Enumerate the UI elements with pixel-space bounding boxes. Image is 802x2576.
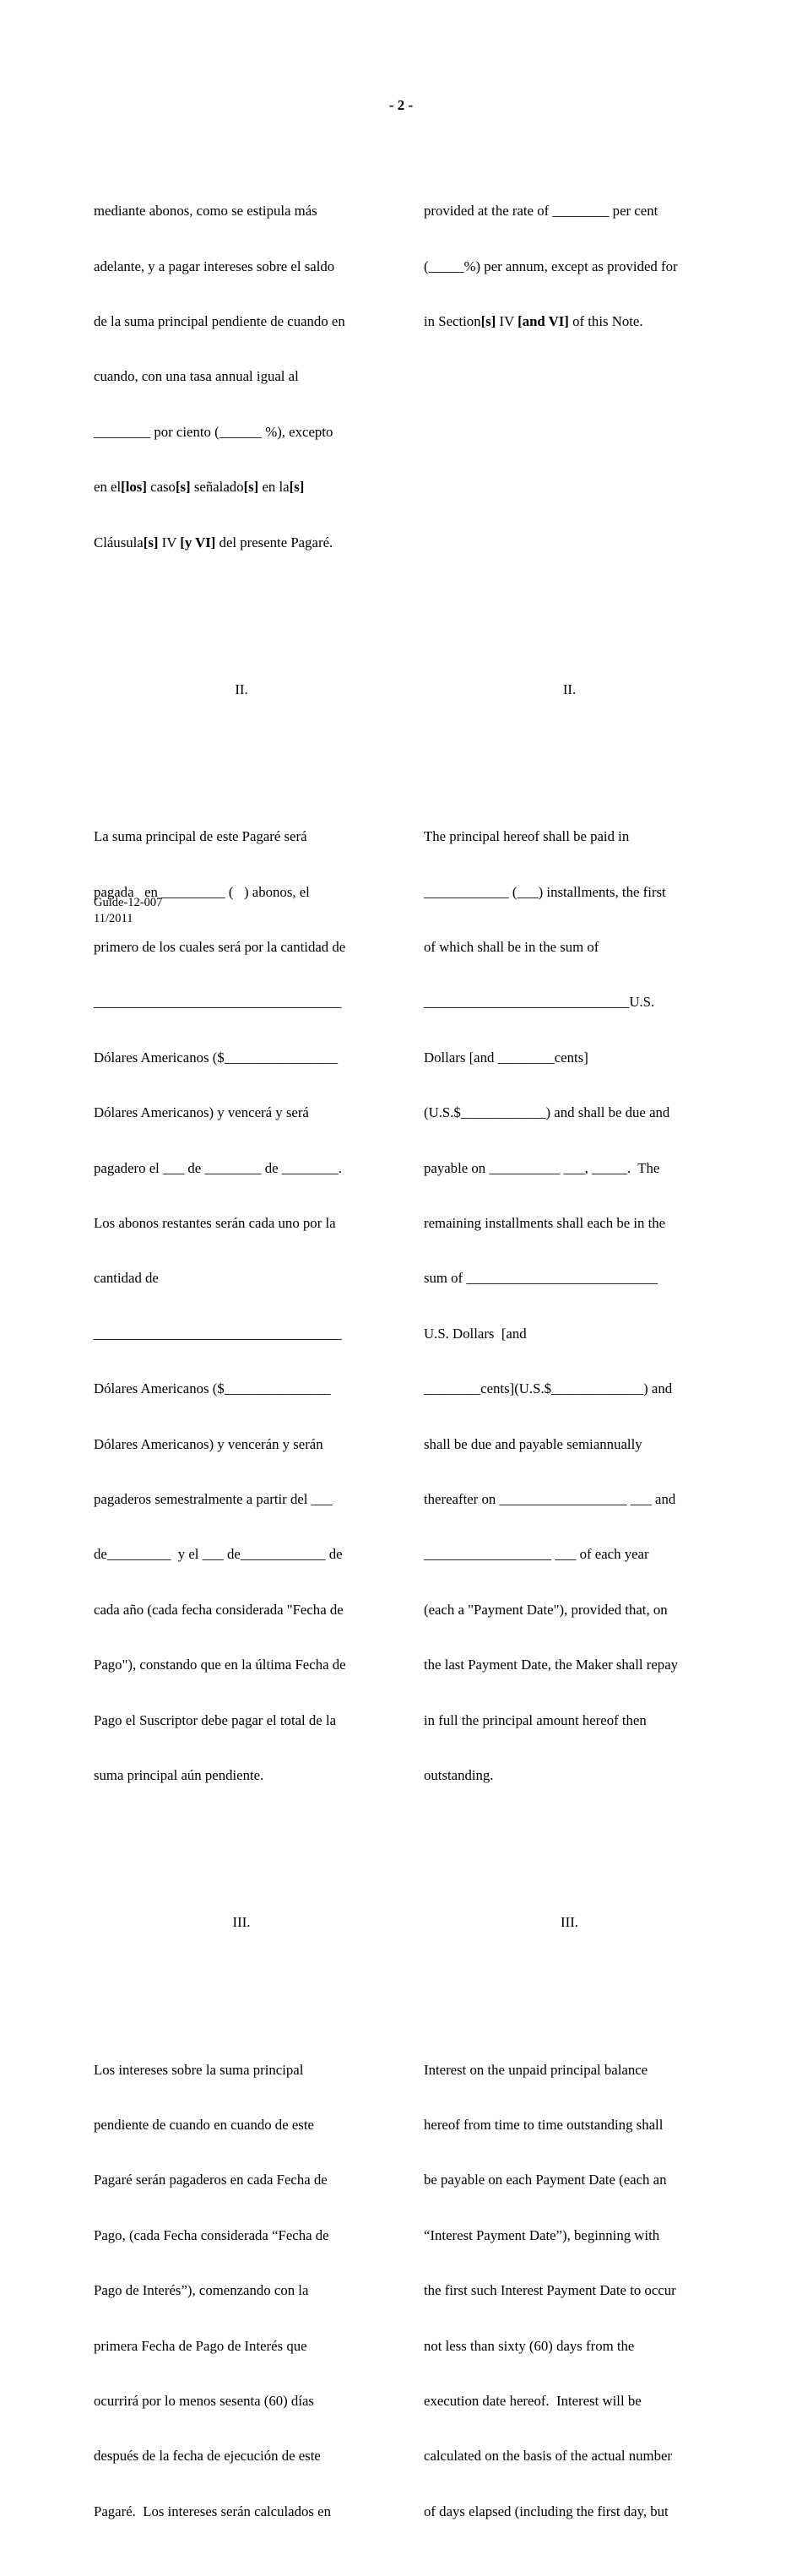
spacer [94,1969,389,1988]
text-line: Dólares Americanos) y vencerá y será [94,1104,309,1121]
text-line: Dólares Americanos ($________________ [94,1049,338,1066]
bracket-option: [s] [175,479,191,496]
text-line: pagadero el ___ de ________ de ________. [94,1159,343,1176]
english-paragraph-2 [424,791,715,1822]
text-line [94,478,389,496]
text-line: not less than sixty (60) days from the [424,2337,635,2354]
text-line: después de la fecha de ejecución de este [94,2448,321,2465]
text-line: sum of ___________________________ [424,1270,658,1287]
text-line: execution date hereof. Interest will be [424,2393,642,2410]
text-line: remaining installments shall each be in the [424,1215,666,1232]
spacer [424,534,715,552]
section-heading-ii: II. [235,681,248,697]
spacer [424,367,715,386]
text-line: (each a "Payment Date"), provided that, on [424,1601,668,1618]
text-line: cantidad de [94,1270,159,1287]
text-run: IV [158,534,181,550]
text-line: Pago"), constando que en la última Fecha de [94,1657,346,1673]
bracket-option: [s] [143,534,159,550]
text-line: Interest on the unpaid principal balance [424,2061,648,2078]
section-heading-ii: II. [562,681,577,697]
spanish-paragraph-3 [94,2024,389,2557]
spacer [424,423,715,442]
text-line: The principal hereof shall be paid in [424,828,630,845]
spacer [424,478,715,496]
text-line: mediante abonos, como se estipula más [94,203,317,220]
text-run: of this Note. [568,312,643,329]
text-line: ocurrirá por lo menos sesenta (60) días [94,2393,314,2410]
text-line [94,534,389,552]
text-line: provided at the rate of ________ per cent [424,203,658,220]
bracket-option: [s] [243,479,259,496]
text-line: Pagaré. Los intereses serán calculados en [94,2503,331,2519]
text-line: of days elapsed (including the first day, but [424,2503,669,2519]
document-footer [94,895,162,927]
text-line: Los abonos restantes serán cada uno por la [94,1215,336,1232]
text-line: suma principal aún pendiente. [94,1766,264,1783]
text-line: de la suma principal pendiente de cuando en [94,312,345,329]
text-line: “Interest Payment Date”), beginning with [424,2226,660,2243]
text-line: ________ por ciento (______ %), excepto [94,423,333,440]
text-line: the last Payment Date, the Maker shall repay [424,1657,679,1673]
text-line: de_________ y el ___ de____________ de [94,1546,343,1563]
spanish-column [94,128,389,2576]
english-paragraph-3 [424,2024,715,2557]
text-line: adelante, y a pagar intereses sobre el saldo [94,258,335,274]
text-line: payable on __________ ___, _____. The [424,1159,660,1176]
bracket-option: [y VI] [180,534,216,550]
text-line: ____________ (___) installments, the first [424,883,666,900]
spacer [424,1969,715,1988]
text-run: in Section [424,312,481,329]
bracket-option: [s] [480,312,496,329]
text-line: in full the principal amount hereof then [424,1711,647,1728]
page-number: - 2 - [388,97,414,113]
text-line: Pago de Interés”), comenzando con la [94,2282,309,2299]
text-run: en la [258,479,290,496]
text-line: pagada en _________ ( ) abonos, el [94,883,310,900]
text-line: ___________________________________ [94,1325,342,1342]
bracket-option: [and VI] [518,312,569,329]
text-line: Dollars [and ________cents] [424,1049,588,1066]
text-line: pagaderos semestralmente a partir del ___ [94,1490,333,1507]
text-line: U.S. Dollars [and [424,1325,527,1342]
text-run: en el [94,479,122,496]
text-line: (U.S.$____________) and shall be due and [424,1104,670,1121]
text-line: _____________________________U.S. [424,994,655,1011]
text-line: Dólares Americanos ($_______________ [94,1380,331,1397]
spacer [94,626,389,644]
text-line: shall be due and payable semiannually [424,1435,642,1452]
section-heading-iii: III. [232,1914,251,1931]
text-line: primera Fecha de Pago de Interés que [94,2337,307,2354]
text-line: __________________ ___ of each year [424,1546,649,1563]
text-line: ___________________________________ [94,994,342,1011]
text-line: outstanding. [424,1766,494,1783]
text-run: del presente Pagaré. [215,534,333,550]
text-line: Dólares Americanos) y vencerán y serán [94,1435,323,1452]
text-line: cada año (cada fecha considerada "Fecha de [94,1601,344,1618]
text-line: thereafter on __________________ ___ and [424,1490,676,1507]
section-heading-iii: III. [561,1914,578,1931]
text-line: pendiente de cuando en cuando de este [94,2117,314,2134]
bracket-option: [s] [289,479,305,496]
text-line: primero de los cuales será por la cantidad de [94,939,346,956]
text-run: señalado [190,479,244,496]
text-line: be payable on each Payment Date (each an [424,2172,667,2188]
spacer [424,626,715,644]
text-line: (_____%) per annum, except as provided for [424,258,678,274]
text-line: hereof from time to time outstanding shall [424,2117,664,2134]
bracket-option: [los] [121,479,147,496]
spacer [424,1858,715,1877]
form-date: 11/2011 [94,912,133,925]
text-line: of which shall be in the sum of [424,939,599,956]
text-line: Pagaré serán pagaderos en cada Fecha de [94,2172,328,2188]
text-line: Los intereses sobre la suma principal [94,2061,304,2078]
spanish-paragraph-1 [94,165,389,588]
text-line: Pago el Suscriptor debe pagar el total de la [94,1711,337,1728]
text-run: IV [496,312,518,329]
text-run: Cláusula [94,534,144,550]
spanish-paragraph-2 [94,791,389,1822]
form-number: Guide-12-007 [94,896,163,909]
text-line [424,312,715,331]
text-line: La suma principal de este Pagaré será [94,828,307,845]
english-paragraph-1 [424,165,715,588]
spacer [424,735,715,754]
text-line: the first such Interest Payment Date to occur [424,2282,676,2299]
spacer [94,735,389,754]
text-line: Pago, (cada Fecha considerada “Fecha de [94,2226,329,2243]
text-line: ________cents](U.S.$_____________) and [424,1380,673,1397]
text-line: calculated on the basis of the actual number [424,2448,673,2465]
spacer [94,1858,389,1877]
text-line: cuando, con una tasa annual igual al [94,368,299,385]
english-column [424,128,715,2576]
text-run: caso [146,479,176,496]
